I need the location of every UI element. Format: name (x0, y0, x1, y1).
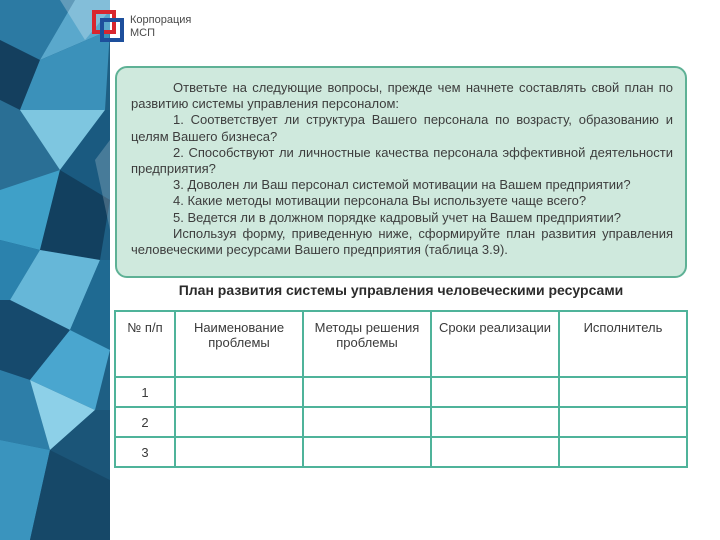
table-cell-number: 2 (115, 407, 175, 437)
table-cell[interactable] (175, 407, 303, 437)
question-2: 2. Способствуют ли личностные качества персонала эффективной деятельности предприятия? (131, 144, 673, 177)
logo-line-2: МСП (130, 27, 156, 39)
table-cell[interactable] (559, 407, 687, 437)
logo-line-1: Корпорация (130, 14, 192, 26)
header-solution-methods: Методы решения проблемы (303, 311, 431, 377)
header-deadlines: Сроки реализации (431, 311, 559, 377)
table-row (115, 377, 687, 407)
table-cell[interactable] (559, 437, 687, 467)
table-row (115, 437, 687, 467)
intro-paragraph: Ответьте на следующие вопросы, прежде чем начнете составлять свой план по развитию системы управления персоналом: (131, 80, 673, 112)
decorative-polygon-background (0, 0, 110, 540)
instruction-paragraph: Используя форму, приведенную ниже, сформируйте план развития управления человеческими ресурсами Вашего предприятия (таблица 3.9). (131, 225, 673, 258)
table-cell[interactable] (303, 377, 431, 407)
header-executor: Исполнитель (559, 311, 687, 377)
header-problem-name: Наименование проблемы (175, 311, 303, 377)
logo-text (130, 14, 191, 40)
question-box (115, 66, 687, 278)
table-title: План развития системы управления человеческими ресурсами (178, 282, 624, 298)
table-cell[interactable] (431, 407, 559, 437)
table-cell[interactable] (431, 377, 559, 407)
table-header-row (115, 311, 687, 377)
question-1: 1. Соответствует ли структура Вашего персонала по возрасту, образованию и целям Вашего бизнеса? (131, 112, 673, 144)
table-cell-number: 1 (115, 377, 175, 407)
table-cell[interactable] (559, 377, 687, 407)
table-cell[interactable] (431, 437, 559, 467)
table-cell[interactable] (175, 437, 303, 467)
msp-logo-icon (92, 10, 124, 42)
question-4: 4. Какие методы мотивации персонала Вы используете чаще всего? (173, 193, 587, 209)
question-3: 3. Доволен ли Ваш персонал системой мотивации на Вашем предприятии? (173, 177, 631, 193)
question-5: 5. Ведется ли в должном порядке кадровый учет на Вашем предприятии? (173, 209, 622, 225)
logo (92, 8, 212, 44)
table-cell[interactable] (175, 377, 303, 407)
plan-table (114, 310, 688, 468)
table-row (115, 407, 687, 437)
header-number: № п/п (115, 311, 175, 377)
table-cell[interactable] (303, 407, 431, 437)
table-cell[interactable] (303, 437, 431, 467)
table-cell-number: 3 (115, 437, 175, 467)
